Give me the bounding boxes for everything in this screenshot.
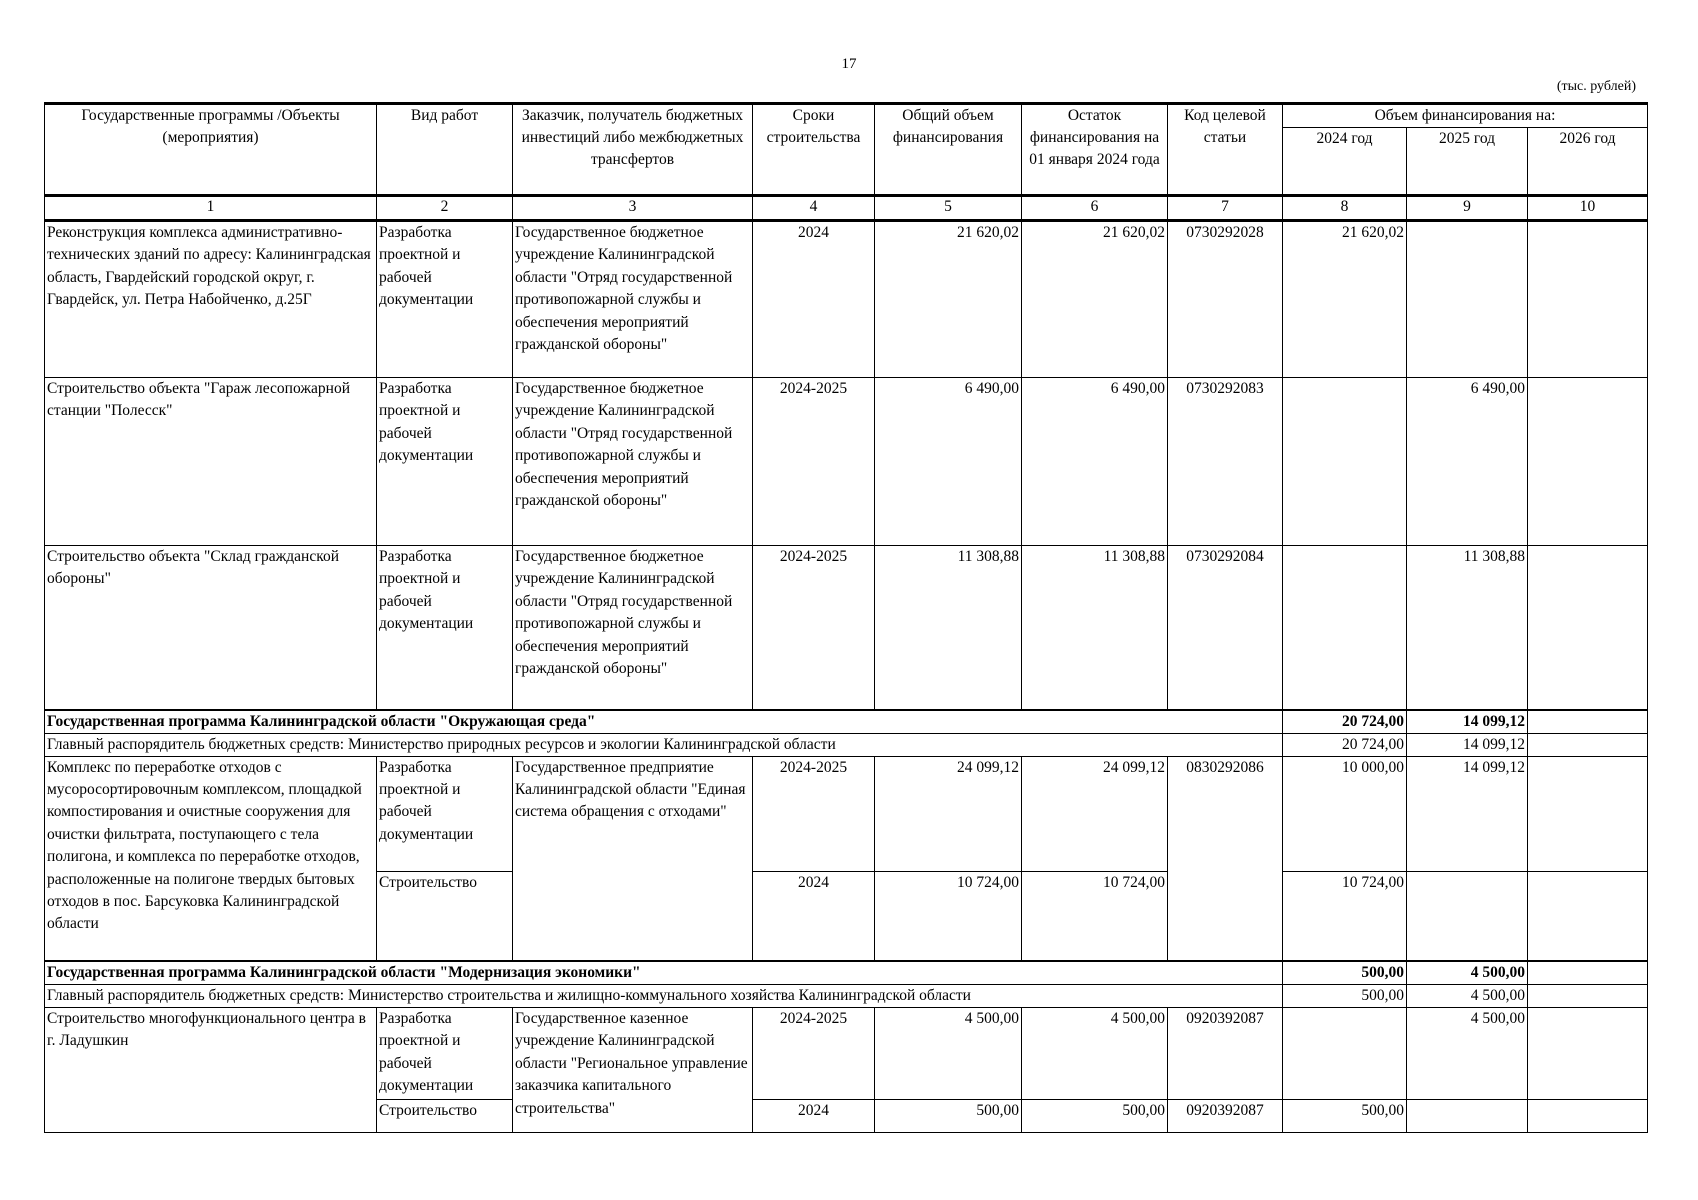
target-code: 0830292086 xyxy=(1168,756,1283,961)
work-type: Строительство xyxy=(377,871,513,961)
col-num: 3 xyxy=(513,196,753,221)
program-funding-2024: 500,00 xyxy=(1283,961,1407,985)
remaining-funding: 24 099,12 xyxy=(1022,756,1168,871)
header-remaining: Остаток финансирования на 01 января 2024 года xyxy=(1022,104,1168,196)
funding-2026 xyxy=(1528,871,1648,961)
target-code: 0730292028 xyxy=(1168,221,1283,378)
total-funding: 6 490,00 xyxy=(875,378,1022,546)
remaining-funding: 4 500,00 xyxy=(1022,1008,1168,1100)
program-funding-2024: 20 724,00 xyxy=(1283,710,1407,734)
col-num: 7 xyxy=(1168,196,1283,221)
funding-2024: 10 724,00 xyxy=(1283,871,1407,961)
header-row xyxy=(45,104,1648,128)
budget-manager: Главный распорядитель бюджетных средств: Министерство строительства и жилищно-коммунального хозяйства Калининградской области xyxy=(45,985,1283,1008)
funding-2024: 500,00 xyxy=(1283,1100,1407,1133)
funding-2025: 6 490,00 xyxy=(1407,378,1528,546)
program-funding-2026 xyxy=(1528,961,1648,985)
manager-row xyxy=(45,985,1648,1008)
col-num: 5 xyxy=(875,196,1022,221)
col-num: 9 xyxy=(1407,196,1528,221)
manager-funding-2026 xyxy=(1528,985,1648,1008)
col-num: 8 xyxy=(1283,196,1407,221)
funding-2024 xyxy=(1283,378,1407,546)
remaining-funding: 6 490,00 xyxy=(1022,378,1168,546)
funding-2024: 10 000,00 xyxy=(1283,756,1407,871)
total-funding: 11 308,88 xyxy=(875,546,1022,710)
header-2026: 2026 год xyxy=(1528,128,1648,196)
manager-funding-2026 xyxy=(1528,733,1648,756)
col-num: 2 xyxy=(377,196,513,221)
header-work-type: Вид работ xyxy=(377,104,513,196)
header-customer: Заказчик, получатель бюджетных инвестиций либо межбюджетных трансфертов xyxy=(513,104,753,196)
header-terms: Сроки строительства xyxy=(753,104,875,196)
work-type: Разработка проектной и рабочей документации xyxy=(377,546,513,710)
manager-row xyxy=(45,733,1648,756)
program-row xyxy=(45,710,1648,734)
header-code: Код целевой статьи xyxy=(1168,104,1283,196)
customer: Государственное предприятие Калининградской области "Единая система обращения с отходами" xyxy=(513,756,753,961)
total-funding: 21 620,02 xyxy=(875,221,1022,378)
remaining-funding: 21 620,02 xyxy=(1022,221,1168,378)
budget-table xyxy=(44,102,1648,1133)
funding-2026 xyxy=(1528,378,1648,546)
total-funding: 500,00 xyxy=(875,1100,1022,1133)
object-name: Комплекс по переработке отходов с мусоросортировочным комплексом, площадкой компостирования и очистные сооружения для очистки фильтрата, поступающего с тела полигона, и комплекса по переработке отходов, расположенные на полигоне твердых бытовых отходов в пос. Барсуковка Калининградской области xyxy=(45,756,377,961)
work-type: Разработка проектной и рабочей документации xyxy=(377,756,513,871)
terms: 2024-2025 xyxy=(753,378,875,546)
object-name: Реконструкция комплекса административно-технических зданий по адресу: Калининградская область, Гвардейский городской округ, г. Гвардейск, ул. Петра Набойченко, д.25Г xyxy=(45,221,377,378)
target-code: 0920392087 xyxy=(1168,1008,1283,1100)
terms: 2024-2025 xyxy=(753,1008,875,1100)
object-name: Строительство объекта "Склад гражданской обороны" xyxy=(45,546,377,710)
funding-2024 xyxy=(1283,546,1407,710)
object-name: Строительство объекта "Гараж лесопожарной станции "Полесск" xyxy=(45,378,377,546)
table-row xyxy=(45,546,1648,710)
terms: 2024 xyxy=(753,221,875,378)
funding-2025: 14 099,12 xyxy=(1407,756,1528,871)
funding-2026 xyxy=(1528,756,1648,871)
work-type: Строительство xyxy=(377,1100,513,1133)
funding-2025 xyxy=(1407,221,1528,378)
target-code: 0920392087 xyxy=(1168,1100,1283,1133)
terms: 2024 xyxy=(753,1100,875,1133)
column-number-row xyxy=(45,196,1648,221)
table-row xyxy=(45,1008,1648,1100)
work-type: Разработка проектной и рабочей документации xyxy=(377,1008,513,1100)
page-number: 17 xyxy=(841,56,857,72)
program-funding-2025: 4 500,00 xyxy=(1407,961,1528,985)
manager-funding-2025: 4 500,00 xyxy=(1407,985,1528,1008)
program-title: Государственная программа Калининградской области "Окружающая среда" xyxy=(45,710,1283,734)
funding-2026 xyxy=(1528,546,1648,710)
funding-2025: 4 500,00 xyxy=(1407,1008,1528,1100)
col-num: 4 xyxy=(753,196,875,221)
terms: 2024 xyxy=(753,871,875,961)
work-type: Разработка проектной и рабочей документации xyxy=(377,221,513,378)
terms: 2024-2025 xyxy=(753,756,875,871)
total-funding: 24 099,12 xyxy=(875,756,1022,871)
total-funding: 4 500,00 xyxy=(875,1008,1022,1100)
col-num: 6 xyxy=(1022,196,1168,221)
funding-2024 xyxy=(1283,1008,1407,1100)
customer: Государственное бюджетное учреждение Калининградской области "Отряд государственной противопожарной службы и обеспечения мероприятий гражданской обороны" xyxy=(513,378,753,546)
header-2025: 2025 год xyxy=(1407,128,1528,196)
remaining-funding: 10 724,00 xyxy=(1022,871,1168,961)
funding-2026 xyxy=(1528,221,1648,378)
total-funding: 10 724,00 xyxy=(875,871,1022,961)
program-funding-2025: 14 099,12 xyxy=(1407,710,1528,734)
units-label: (тыс. рублей) xyxy=(1556,79,1636,94)
customer: Государственное бюджетное учреждение Калининградской области "Отряд государственной противопожарной службы и обеспечения мероприятий гражданской обороны" xyxy=(513,221,753,378)
funding-2025 xyxy=(1407,1100,1528,1133)
program-funding-2026 xyxy=(1528,710,1648,734)
table-row xyxy=(45,378,1648,546)
program-title: Государственная программа Калининградской области "Модернизация экономики" xyxy=(45,961,1283,985)
target-code: 0730292084 xyxy=(1168,546,1283,710)
table-row xyxy=(45,221,1648,378)
budget-manager: Главный распорядитель бюджетных средств: Министерство природных ресурсов и экологии Калининградской области xyxy=(45,733,1283,756)
work-type: Разработка проектной и рабочей документации xyxy=(377,378,513,546)
header-total: Общий объем финансирования xyxy=(875,104,1022,196)
target-code: 0730292083 xyxy=(1168,378,1283,546)
funding-2026 xyxy=(1528,1008,1648,1100)
object-name: Строительство многофункционального центра в г. Ладушкин xyxy=(45,1008,377,1133)
header-program: Государственные программы /Объекты (мероприятия) xyxy=(45,104,377,196)
header-2024: 2024 год xyxy=(1283,128,1407,196)
col-num: 1 xyxy=(45,196,377,221)
terms: 2024-2025 xyxy=(753,546,875,710)
funding-2026 xyxy=(1528,1100,1648,1133)
remaining-funding: 11 308,88 xyxy=(1022,546,1168,710)
manager-funding-2024: 500,00 xyxy=(1283,985,1407,1008)
manager-funding-2025: 14 099,12 xyxy=(1407,733,1528,756)
table-row xyxy=(45,756,1648,871)
remaining-funding: 500,00 xyxy=(1022,1100,1168,1133)
funding-2025 xyxy=(1407,871,1528,961)
header-funding-group: Объем финансирования на: xyxy=(1283,104,1648,128)
customer: Государственное бюджетное учреждение Калининградской области "Отряд государственной противопожарной службы и обеспечения мероприятий гражданской обороны" xyxy=(513,546,753,710)
program-row xyxy=(45,961,1648,985)
col-num: 10 xyxy=(1528,196,1648,221)
manager-funding-2024: 20 724,00 xyxy=(1283,733,1407,756)
customer: Государственное казенное учреждение Калининградской области "Региональное управление заказчика капитального строительства" xyxy=(513,1008,753,1133)
funding-2025: 11 308,88 xyxy=(1407,546,1528,710)
funding-2024: 21 620,02 xyxy=(1283,221,1407,378)
